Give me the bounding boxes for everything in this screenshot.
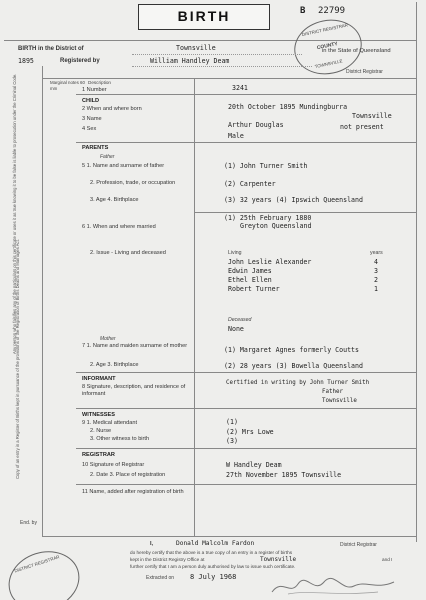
issue-label: 2. Issue - Living and deceased xyxy=(90,250,166,256)
extracted-label: Extracted on xyxy=(146,575,175,581)
registration-date-value: 27th November 1895 Townsville xyxy=(226,471,342,479)
dotted-line xyxy=(132,66,312,67)
margin-note-1: Any person who falsifies any of the particulars on this certificate or uses it as true knowing it to be false is liable to prosecution under the Criminal Code. xyxy=(12,73,17,354)
rule xyxy=(76,142,416,143)
rule xyxy=(42,536,416,537)
rule xyxy=(76,94,416,95)
state-label: in the State of Queensland xyxy=(322,48,391,54)
child-sex-value: Male xyxy=(228,132,244,140)
extracted-date: 8 July 1968 xyxy=(190,573,237,581)
child-name-label: 3 Name xyxy=(82,116,102,122)
rule xyxy=(42,78,416,79)
nurse-label: 2. Nurse xyxy=(90,428,112,434)
mother-name-value: (1) Margaret Agnes formerly Coutts xyxy=(224,346,359,354)
child-when-where-value-2: Townsville xyxy=(352,112,392,120)
deceased-label: Deceased xyxy=(228,317,252,323)
registration-date-label: 2. Date 3. Place of registration xyxy=(90,472,166,478)
cert-place: Townsville xyxy=(260,556,297,563)
rule xyxy=(416,2,417,542)
child-name-value: Arthur Douglas xyxy=(228,121,284,129)
child-issue-name: John Leslie Alexander xyxy=(228,258,312,266)
marginal-notes-label: Marginal notes 60 mm xyxy=(50,80,85,91)
mother-name-label: 7 1. Name and maiden surname of mother xyxy=(82,343,188,349)
witnesses-heading: WITNESSES xyxy=(82,412,115,418)
margin-note-2: Copy of an entry in a Register of Births kept in pursuance of the provisions of the Registration of Births Deaths and Marriages Act. xyxy=(15,239,20,479)
registrar-signature-label: 10 Signature of Registrar xyxy=(82,462,145,468)
child-heading: CHILD xyxy=(82,98,100,104)
marriage-value: (1) 25th February 1880 xyxy=(224,214,312,222)
cert-line-4: further certify that I am a person duly authorised by law to issue such certificate. xyxy=(130,564,296,569)
fathers-label: Father xyxy=(100,154,115,160)
rule xyxy=(76,408,416,409)
informant-description: Father xyxy=(322,389,343,395)
endorsed-label: End. by xyxy=(20,520,37,526)
deceased-value: None xyxy=(228,325,244,333)
child-issue-name: Edwin James xyxy=(228,267,272,275)
informant-heading: INFORMANT xyxy=(82,376,116,382)
not-present-note: not present xyxy=(340,123,384,131)
child-issue-age: 3 xyxy=(374,267,378,275)
registrar-heading: REGISTRAR xyxy=(82,452,115,458)
registration-year: 1895 xyxy=(18,57,34,65)
rule xyxy=(76,484,416,485)
rule xyxy=(42,66,43,536)
informant-label: 8 Signature, description, and residence of informant xyxy=(82,384,186,397)
child-sex-label: 4 Sex xyxy=(82,126,97,132)
living-label: Living xyxy=(228,250,242,256)
child-when-where-label: 2 When and where born xyxy=(82,106,142,112)
medical-attendant-label: 9 1. Medical attendant xyxy=(82,420,138,426)
number-value: 3241 xyxy=(232,84,248,92)
cert-line-2: do hereby certify that the above is a true copy of an entry in a register of births xyxy=(130,550,293,555)
cert-registrar-name: Donald Malcolm Fardon xyxy=(176,540,255,547)
page-title: BIRTH xyxy=(177,8,231,24)
mothers-label: Mother xyxy=(100,336,116,342)
registrar-signature xyxy=(268,576,398,598)
father-age-label: 3. Age 4. Birthplace xyxy=(90,197,139,203)
district-label: BIRTH in the District of xyxy=(18,46,84,52)
father-age-value: (3) 32 years (4) Ipswich Queensland xyxy=(224,196,363,204)
mother-age-value: (2) 28 years (3) Bowella Queensland xyxy=(224,362,363,370)
description-label: Description xyxy=(88,80,111,85)
district-value: Townsville xyxy=(176,44,216,52)
stamp-middle-text: COUNTY xyxy=(316,40,339,52)
child-issue-name: Ethel Ellen xyxy=(228,276,272,284)
mother-age-label: 2. Age 3. Birthplace xyxy=(90,362,139,368)
registered-by-label: Registered by xyxy=(60,58,100,64)
other-witness-value: (3) xyxy=(226,437,238,445)
child-issue-age: 1 xyxy=(374,285,378,293)
other-witness-label: 3. Other witness to birth xyxy=(90,436,150,442)
cert-line-3b: and I xyxy=(382,557,393,562)
cert-prefix: I, xyxy=(150,541,154,547)
cert-role: District Registrar xyxy=(340,542,377,548)
medical-attendant-value: (1) xyxy=(226,418,238,426)
informant-value: Certified in writing by John Turner Smith xyxy=(226,380,370,386)
registrar-signature-value: W Handley Deam xyxy=(226,461,282,469)
number-label: 1 Number xyxy=(82,87,107,93)
nurse-value: (2) Mrs Lowe xyxy=(226,428,274,436)
stamp-top-text: DISTRICT REGISTRAR xyxy=(301,22,349,38)
child-issue-age: 4 xyxy=(374,258,378,266)
occupation-value: (2) Carpenter xyxy=(224,180,276,188)
rule xyxy=(76,448,416,449)
name-added-label: 11 Name, added after registration of birth xyxy=(82,489,184,495)
reg-number: 22799 xyxy=(318,6,346,16)
marriage-place: Greyton Queensland xyxy=(240,222,312,230)
seal-text: DISTRICT REGISTRAR xyxy=(13,554,60,574)
marriage-label: 6 1. When and where married xyxy=(82,224,156,230)
registrar-seal xyxy=(1,542,87,600)
rule xyxy=(76,372,416,373)
child-issue-name: Robert Turner xyxy=(228,285,280,293)
father-name-label: 5 1. Name and surname of father xyxy=(82,163,165,169)
cert-line-3a: kept in the District Registry Office at xyxy=(130,557,205,562)
district-registrar-label: District Registrar xyxy=(346,69,383,75)
registrar-name: William Handley Deam xyxy=(150,57,230,65)
child-when-where-value: 20th October 1895 Mundingburra xyxy=(228,103,348,111)
reg-prefix: B xyxy=(300,6,306,16)
occupation-label: 2. Profession, trade, or occupation xyxy=(90,180,176,186)
years-label: years xyxy=(370,250,383,256)
title-box xyxy=(138,4,270,30)
rule xyxy=(194,212,416,213)
rule xyxy=(194,78,195,536)
child-issue-age: 2 xyxy=(374,276,378,284)
informant-residence: Townsville xyxy=(322,398,357,404)
dotted-line xyxy=(132,54,302,55)
stamp-bottom-text: TOWNSVILLE xyxy=(314,58,343,70)
father-name-value: (1) John Turner Smith xyxy=(224,162,308,170)
parents-heading: PARENTS xyxy=(82,145,109,151)
